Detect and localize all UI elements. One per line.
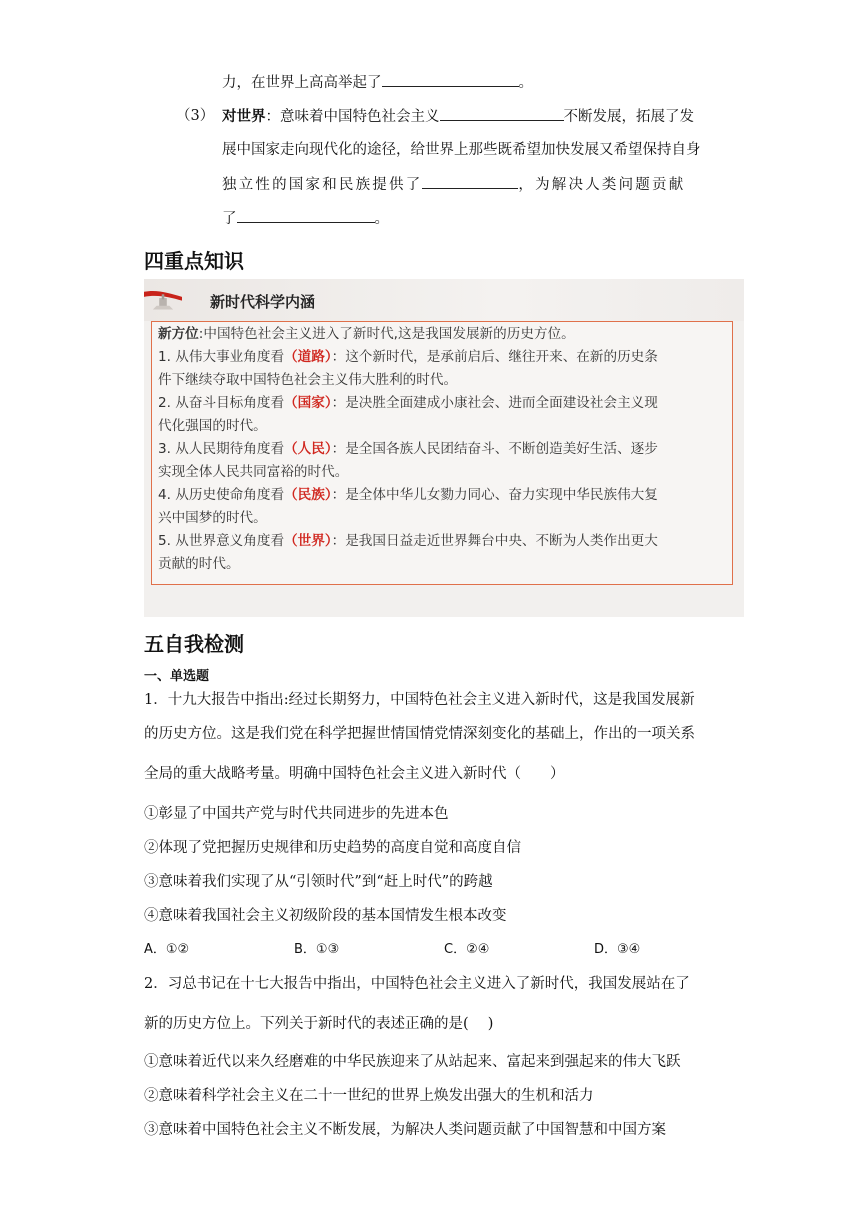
statement-item: ③意味着我们实现了从“引领时代”到“赶上时代”的跨越 bbox=[144, 874, 493, 890]
statement-item: ④意味着我国社会主义初级阶段的基本国情发生根本改变 bbox=[144, 908, 507, 924]
fill-line-3: 展中国家走向现代化的途径，给世界上那些既希望加快发展又希望保持自身 bbox=[222, 142, 701, 158]
card-line: 代化强国的时代。 bbox=[158, 418, 267, 434]
card-line: 兴中国梦的时代。 bbox=[158, 510, 267, 526]
fill-line-1: 力，在世界上高高举起了 。 bbox=[222, 72, 533, 93]
question-2-stem: 2．习总书记在十七大报告中指出，中国特色社会主义进入了新时代，我国发展站在了 bbox=[144, 976, 690, 992]
statement-item: ②体现了党把握历史规律和历史趋势的高度自觉和高度自信 bbox=[144, 840, 521, 856]
knowledge-card bbox=[144, 279, 744, 617]
answer-blank[interactable] bbox=[382, 72, 519, 87]
statement-item: ①彰显了中国共产党与时代共同进步的先进本色 bbox=[144, 806, 449, 822]
card-line: 1. 从伟大事业角度看（道路）：这个新时代，是承前启后、继往开来、在新的历史条 bbox=[158, 349, 658, 365]
card-line: 4. 从历史使命角度看（民族）：是全体中华儿女勠力同心、奋力实现中华民族伟大复 bbox=[158, 487, 658, 503]
fill-line-4: 独立性的国家和民族提供了 ，为解决人类问题贡献 bbox=[222, 174, 685, 195]
answer-option-a[interactable]: A．①② bbox=[144, 942, 190, 957]
question-2-stem: 新的历史方位上。下列关于新时代的表述正确的是( ) bbox=[144, 1016, 494, 1032]
statement-item: ②意味着科学社会主义在二十一世纪的世界上焕发出强大的生机和活力 bbox=[144, 1088, 594, 1104]
card-line: 5. 从世界意义角度看（世界）：是我国日益走近世界舞台中央、不断为人类作出更大 bbox=[158, 533, 658, 549]
question-1-stem: 全局的重大战略考量。明确中国特色社会主义进入新时代（ ） bbox=[144, 766, 565, 782]
answer-blank[interactable] bbox=[237, 208, 375, 223]
answer-blank[interactable] bbox=[440, 106, 564, 121]
card-header bbox=[144, 279, 744, 321]
question-1-stem: 的历史方位。这是我们党在科学把握世情国情党情深刻变化的基础上，作出的一项关系 bbox=[144, 726, 695, 742]
section-5-title: 五自我检测 bbox=[144, 632, 244, 656]
card-line: 实现全体人民共同富裕的时代。 bbox=[158, 464, 349, 480]
section-4-title: 四重点知识 bbox=[144, 249, 244, 273]
fill-line-2: （3） bbox=[176, 108, 215, 124]
statement-item: ①意味着近代以来久经磨难的中华民族迎来了从站起来、富起来到强起来的伟大飞跃 bbox=[144, 1054, 681, 1070]
card-line: 2. 从奋斗目标角度看（国家）：是决胜全面建成小康社会、进而全面建设社会主义现 bbox=[158, 395, 658, 411]
statement-item: ③意味着中国特色社会主义不断发展，为解决人类问题贡献了中国智慧和中国方案 bbox=[144, 1122, 666, 1138]
card-content-box bbox=[151, 321, 733, 585]
card-line: 件下继续夺取中国特色社会主义伟大胜利的时代。 bbox=[158, 372, 458, 388]
card-line: 3. 从人民期待角度看（人民）：是全国各族人民团结奋斗、不断创造美好生活、逐步 bbox=[158, 441, 658, 457]
card-line: 贡献的时代。 bbox=[158, 556, 240, 572]
fill-line-5: 了 。 bbox=[222, 208, 389, 229]
ribbon-emblem-icon bbox=[144, 279, 182, 321]
section-subtitle: 一、单选题 bbox=[144, 669, 210, 684]
fill-line-2-text: 对世界：意味着中国特色社会主义 不断发展，拓展了发 bbox=[222, 108, 694, 125]
question-1-stem: 1．十九大报告中指出:经过长期努力，中国特色社会主义进入新时代，这是我国发展新 bbox=[144, 692, 695, 708]
card-line: 新方位:中国特色社会主义进入了新时代,这是我国发展新的历史方位。 bbox=[158, 326, 575, 342]
answer-option-c[interactable]: C．②④ bbox=[444, 942, 490, 957]
answer-blank[interactable] bbox=[422, 174, 518, 189]
answer-option-d[interactable]: D．③④ bbox=[594, 942, 641, 957]
answer-option-b[interactable]: B．①③ bbox=[294, 942, 340, 957]
card-title: 新时代科学内涵 bbox=[210, 293, 316, 311]
